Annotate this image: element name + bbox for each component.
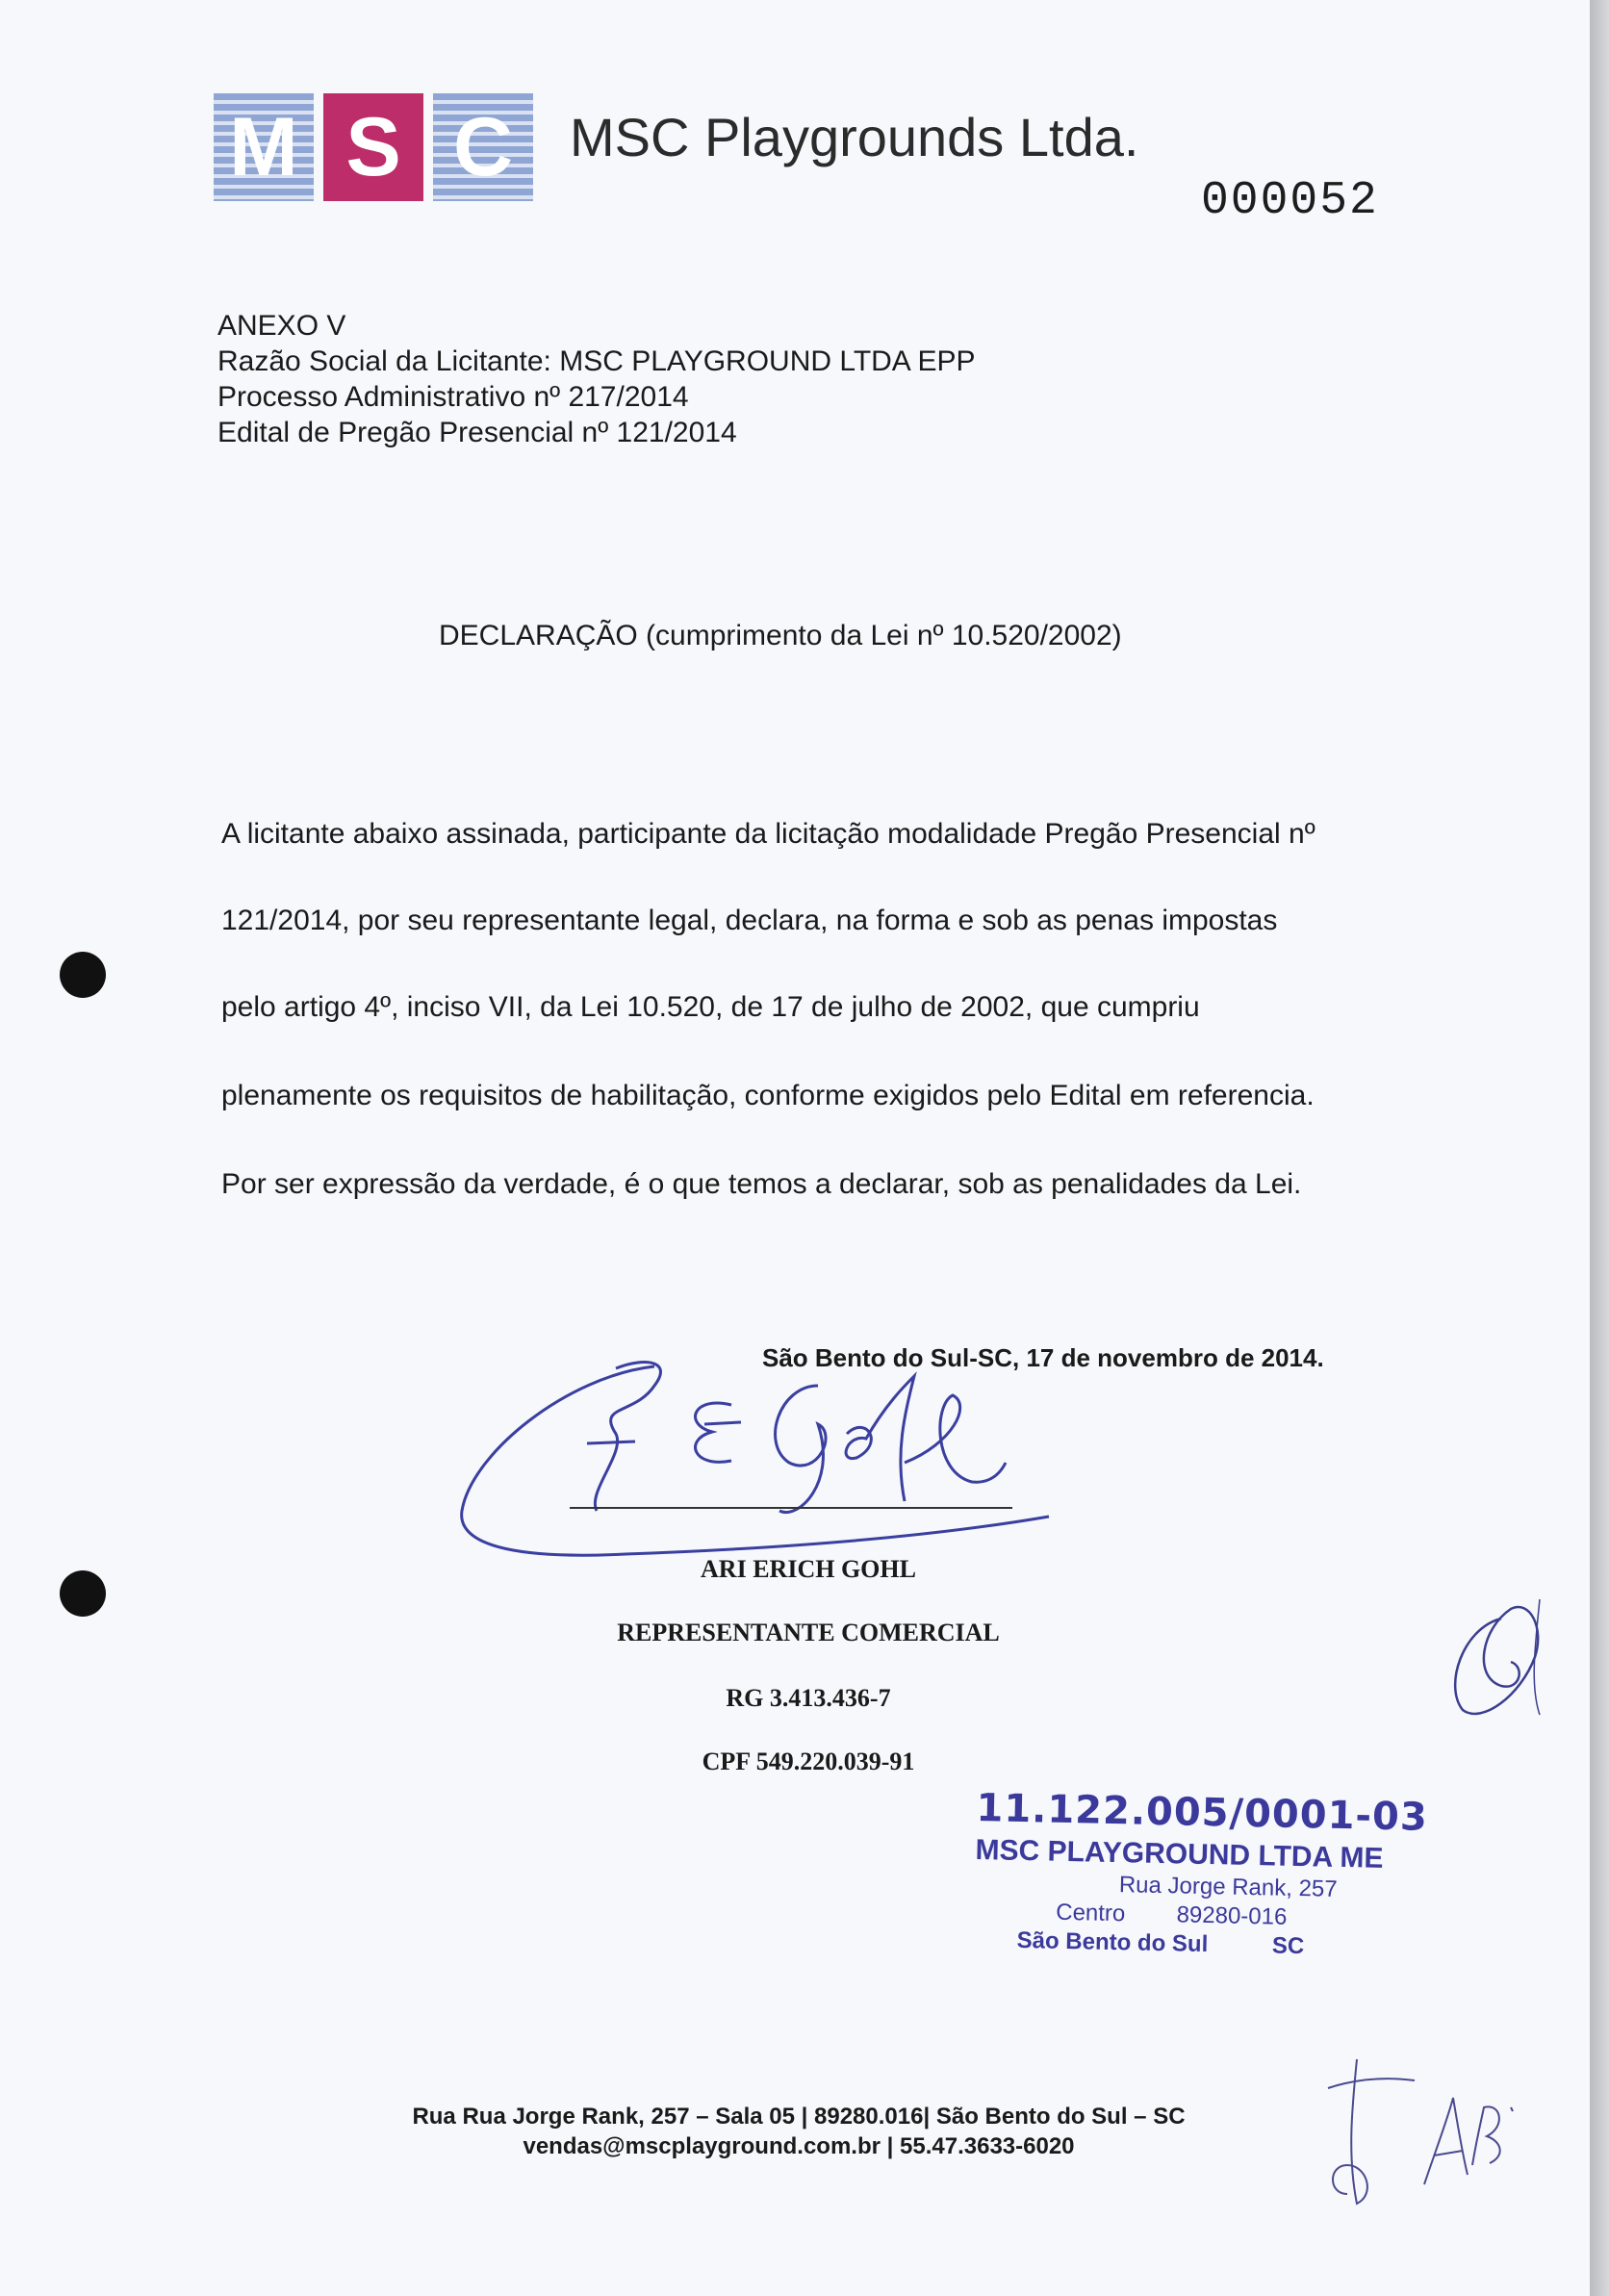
header-info xyxy=(217,308,976,450)
punch-hole xyxy=(60,1570,106,1617)
signer-name: ARI ERICH GOHL xyxy=(701,1555,916,1583)
document-number: 000052 xyxy=(1201,175,1379,227)
body-line: A licitante abaixo assinada, participante da licitação modalidade Pregão Presencial nº xyxy=(221,818,1315,850)
body-line: plenamente os requisitos de habilitação, conforme exigidos pelo Edital em referencia. xyxy=(221,1080,1315,1111)
annex-label: ANEXO V xyxy=(217,310,346,342)
body-line: 121/2014, por seu representante legal, declara, na forma e sob as penas impostas xyxy=(221,905,1278,936)
body-line: pelo artigo 4º, inciso VII, da Lei 10.520, de 17 de julho de 2002, que cumpriu xyxy=(221,991,1200,1023)
signer-rg: RG 3.413.436-7 xyxy=(726,1684,891,1712)
footer-contact: vendas@mscplayground.com.br | 55.47.3633-6020 xyxy=(523,2133,1075,2159)
punch-hole xyxy=(60,952,106,998)
logo-letter-s: S xyxy=(323,93,423,201)
process-line: Processo Administrativo nº 217/2014 xyxy=(217,381,689,413)
signature-line xyxy=(570,1507,1012,1509)
company-line: Razão Social da Licitante: MSC PLAYGROUND LTDA EPP xyxy=(217,345,976,377)
stamp-street: Rua Jorge Rank, 257 xyxy=(1118,1872,1338,1902)
signer-cpf: CPF 549.220.039-91 xyxy=(702,1748,915,1775)
rubric-mark xyxy=(1443,1590,1549,1724)
place-date: São Bento do Sul-SC, 17 de novembro de 2014. xyxy=(762,1343,1324,1372)
signer-role: REPRESENTANTE COMERCIAL xyxy=(617,1619,1000,1646)
edital-line: Edital de Pregão Presencial nº 121/2014 xyxy=(217,417,737,448)
handwritten-signature xyxy=(452,1347,1068,1578)
logo-letter-m: M xyxy=(214,93,314,201)
stamp-cnpj: 11.122.005/0001-03 xyxy=(976,1786,1429,1840)
stamp-city-state: São Bento do Sul SC xyxy=(1016,1926,1305,1960)
handwritten-initials xyxy=(1318,2050,1530,2213)
body-line: Por ser expressão da verdade, é o que temos a declarar, sob as penalidades da Lei. xyxy=(221,1168,1302,1200)
company-stamp xyxy=(973,1786,1458,1963)
declaration-title: DECLARAÇÃO (cumprimento da Lei nº 10.520/2002) xyxy=(439,620,1122,651)
company-name: MSC Playgrounds Ltda. xyxy=(570,107,1139,167)
stamp-company: MSC PLAYGROUND LTDA ME xyxy=(975,1833,1384,1875)
stamp-district-cep: Centro 89280-016 xyxy=(1055,1899,1288,1930)
letterhead-footer xyxy=(289,2102,1309,2161)
footer-address: Rua Rua Jorge Rank, 257 – Sala 05 | 89280.016| São Bento do Sul – SC xyxy=(412,2104,1186,2130)
logo-letter-c: C xyxy=(433,93,533,201)
page-edge xyxy=(1590,0,1609,2296)
